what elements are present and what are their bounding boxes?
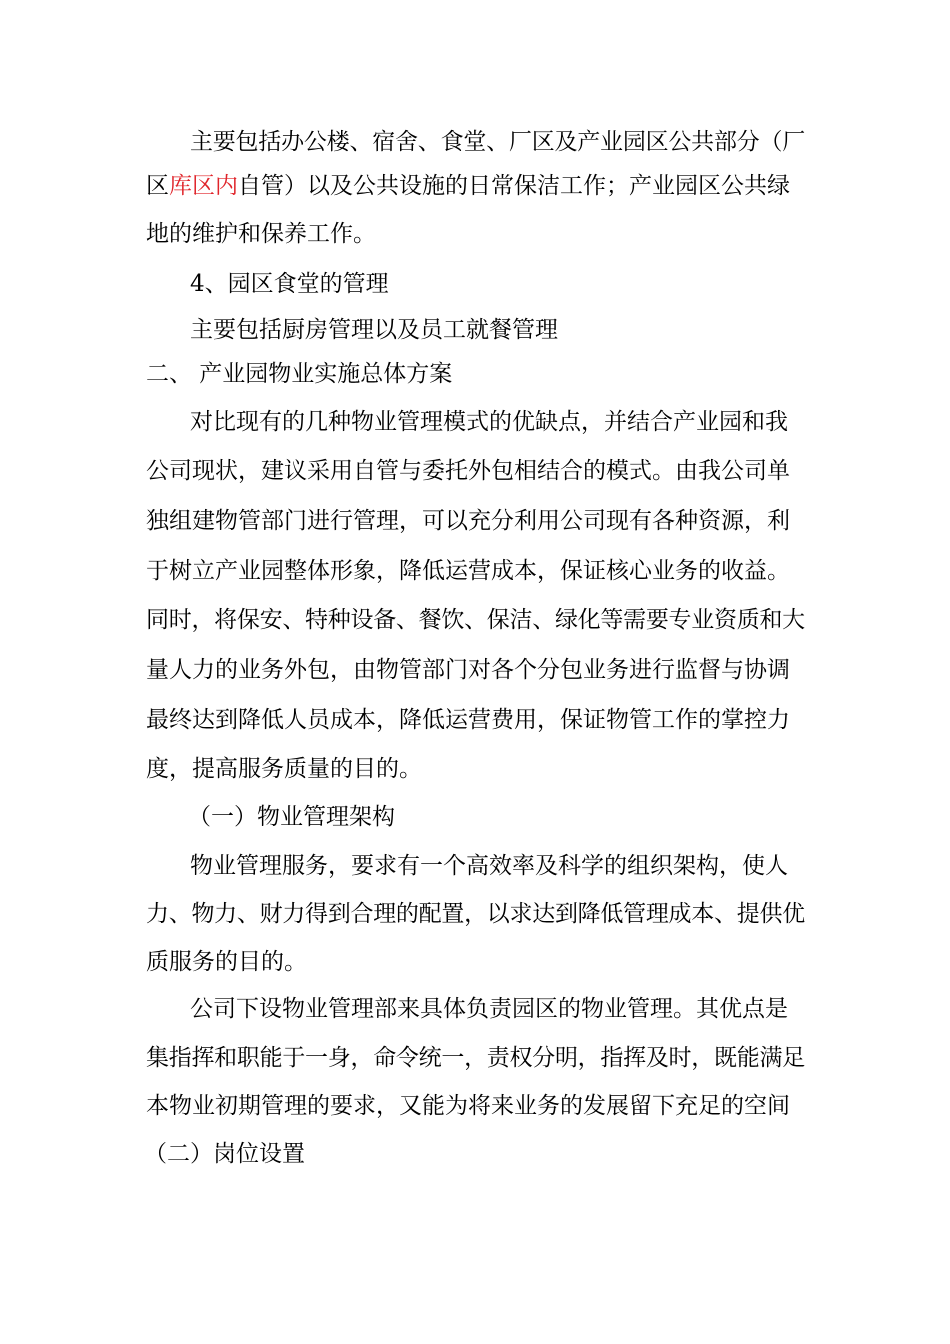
paragraph-line: 主要包括办公楼、宿舍、食堂、厂区及产业园区公共部分（厂 (190, 129, 806, 155)
paragraph-line: 主要包括厨房管理以及员工就餐管理 (190, 317, 558, 343)
paragraph-line: 集指挥和职能于一身，命令统一，责权分明，指挥及时，既能满足 (146, 1045, 805, 1071)
paragraph-line: 物业管理服务，要求有一个高效率及科学的组织架构，使人 (190, 853, 788, 879)
paragraph-line: 度，提高服务质量的目的。 (146, 756, 422, 782)
line-prefix: 区 (146, 173, 169, 199)
paragraph-line: 于树立产业园整体形象，降低运营成本，保证核心业务的收益。 (146, 558, 790, 584)
paragraph-line: 力、物力、财力得到合理的配置，以求达到降低管理成本、提供优 (146, 901, 805, 927)
paragraph-line: 公司现状，建议采用自管与委托外包相结合的模式。由我公司单 (146, 458, 790, 484)
section-heading: 二、 产业园物业实施总体方案 (146, 361, 453, 387)
paragraph-line (0, 166, 950, 206)
paragraph-line: 质服务的目的。 (146, 949, 307, 975)
section-heading: （一）物业管理架构 (188, 804, 395, 830)
paragraph-line: 量人力的业务外包，由物管部门对各个分包业务进行监督与协调 (146, 657, 790, 683)
section-heading: 4、园区食堂的管理 (190, 271, 389, 297)
paragraph-line: 公司下设物业管理部来具体负责园区的物业管理。其优点是 (190, 996, 788, 1022)
highlighted-text: 库区内 (169, 173, 238, 199)
paragraph-line: 对比现有的几种物业管理模式的优缺点，并结合产业园和我 (190, 409, 788, 435)
paragraph-line: 最终达到降低人员成本，降低运营费用，保证物管工作的掌控力 (146, 707, 790, 733)
line-text: 自管）以及公共设施的日常保洁工作；产业园区公共绿 (238, 173, 790, 199)
section-heading: （二）岗位设置 (144, 1141, 305, 1167)
paragraph-line: 同时，将保安、特种设备、餐饮、保洁、绿化等需要专业资质和大 (146, 607, 805, 633)
paragraph-line: 地的维护和保养工作。 (146, 221, 376, 247)
paragraph-line: 本物业初期管理的要求，又能为将来业务的发展留下充足的空间 (146, 1093, 790, 1119)
paragraph-line: 独组建物管部门进行管理，可以充分利用公司现有各种资源，利 (146, 508, 790, 534)
